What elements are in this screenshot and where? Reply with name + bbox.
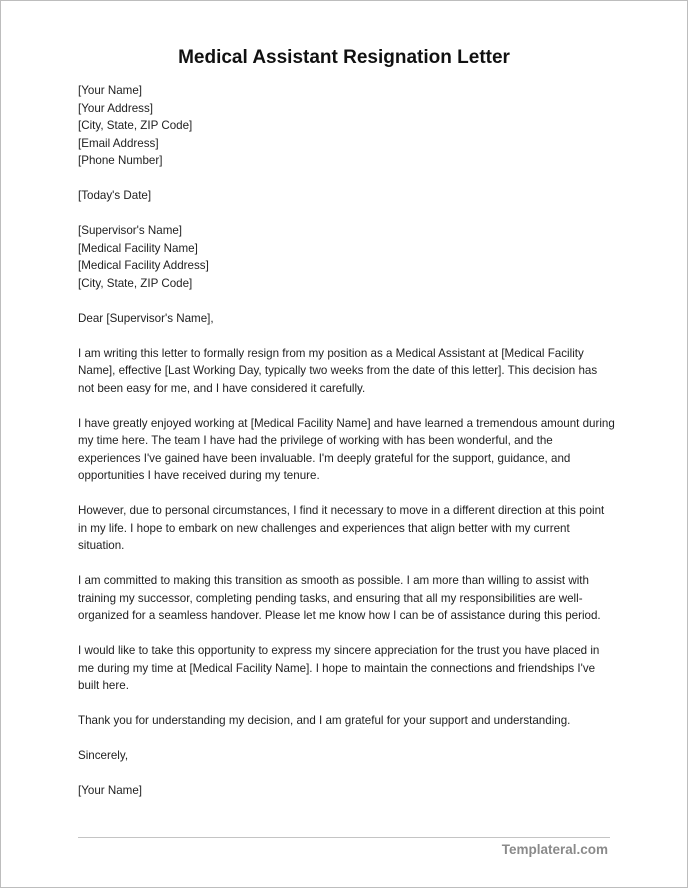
footer-divider xyxy=(78,837,610,838)
letter-body xyxy=(78,82,616,817)
signature: [Your Name] xyxy=(78,784,143,797)
paragraph-thanks: Thank you for understanding my decision, and I am grateful for your support and understanding. xyxy=(78,714,571,727)
paragraph-reason: However, due to personal circumstances, I find it necessary to move in a different direction at this point in my life. I hope to embark on new challenges and experiences that align better with my current situation. xyxy=(78,504,605,552)
recipient-facility-address: [Medical Facility Address] xyxy=(78,259,209,272)
sender-block xyxy=(78,82,616,170)
footer-brand[interactable]: Templateral.com xyxy=(501,842,608,857)
sender-name: [Your Name] xyxy=(78,84,143,97)
sender-city-state-zip: [City, State, ZIP Code] xyxy=(78,119,193,132)
recipient-name: [Supervisor's Name] xyxy=(78,224,183,237)
sender-address: [Your Address] xyxy=(78,101,153,115)
salutation: Dear [Supervisor's Name], xyxy=(78,311,214,325)
sender-email: [Email Address] xyxy=(78,136,159,150)
letter-date: [Today's Date] xyxy=(78,189,152,202)
recipient-city-state-zip: [City, State, ZIP Code] xyxy=(78,276,193,290)
paragraph-gratitude: I have greatly enjoyed working at [Medical Facility Name] and have learned a tremendous amount during my time here. The team I have had the privilege of working with has been wonderful, and the experiences I've gained have been invaluable. I'm deeply grateful for the support, guidance, and opportunities I have received during my tenure. xyxy=(78,416,615,482)
paragraph-appreciation: I would like to take this opportunity to express my sincere appreciation for the trust you have placed in me during my time at [Medical Facility Name]. I hope to maintain the connections and friendships I've built here. xyxy=(78,644,600,692)
paragraph-intent: I am writing this letter to formally resign from my position as a Medical Assistant at [Medical Facility Name], effective [Last Working Day, typically two weeks from the date of this letter]. This decision has not been easy for me, and I have considered it carefully. xyxy=(78,346,598,395)
paragraph-transition: I am committed to making this transition as smooth as possible. I am more than willing to assist with training my successor, completing pending tasks, and ensuring that all my responsibilities are well-organized for a seamless handover. Please let me know how I can be of assistance during this period. xyxy=(78,574,601,622)
recipient-facility: [Medical Facility Name] xyxy=(78,241,198,255)
sender-phone: [Phone Number] xyxy=(78,154,163,167)
closing: Sincerely, xyxy=(78,749,129,762)
document-title: Medical Assistant Resignation Letter xyxy=(178,47,510,68)
recipient-block xyxy=(78,222,616,292)
